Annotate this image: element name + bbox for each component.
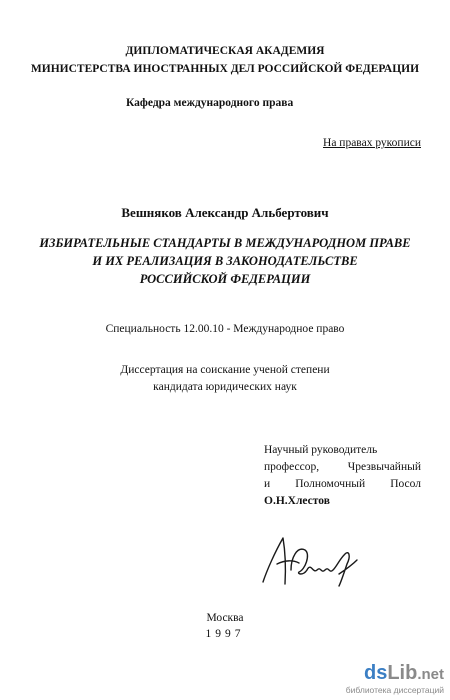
supervisor-label: Научный руководитель bbox=[264, 444, 378, 456]
watermark-brand bbox=[346, 663, 444, 685]
thesis-title-line-1: ИЗБИРАТЕЛЬНЫЕ СТАНДАРТЫ В МЕЖДУНАРОДНОМ ПРАВЕ bbox=[39, 236, 411, 250]
supervisor-word: Чрезвычайный bbox=[347, 461, 421, 473]
dslib-watermark-logo bbox=[346, 663, 444, 696]
department-name: Кафедра международного права bbox=[126, 97, 294, 109]
watermark-brand-net: .net bbox=[417, 666, 444, 683]
thesis-title-line-3: РОССИЙСКОЙ ФЕДЕРАЦИИ bbox=[139, 272, 311, 286]
organization-line-1: ДИПЛОМАТИЧЕСКАЯ АКАДЕМИЯ bbox=[125, 45, 325, 57]
organization-line-2: МИНИСТЕРСТВА ИНОСТРАННЫХ ДЕЛ РОССИЙСКОЙ ФЕДЕРАЦИИ bbox=[30, 63, 420, 75]
supervisor-rank-line bbox=[264, 478, 421, 490]
city: Москва bbox=[206, 612, 244, 624]
dissertation-degree-line-2: кандидата юридических наук bbox=[153, 381, 297, 393]
watermark-brand-lib: Lib bbox=[387, 662, 418, 684]
supervisor-word: Полномочный bbox=[295, 478, 366, 490]
specialty-line: Специальность 12.00.10 - Международное право bbox=[105, 323, 345, 335]
author-name: Вешняков Александр Альбертович bbox=[121, 205, 329, 220]
manuscript-rights-note: На правах рукописи bbox=[323, 137, 421, 149]
supervisor-name: О.Н.Хлестов bbox=[264, 495, 330, 507]
supervisor-word: и bbox=[264, 478, 271, 490]
thesis-title-line-2: И ИХ РЕАЛИЗАЦИЯ В ЗАКОНОДАТЕЛЬСТВЕ bbox=[92, 254, 358, 268]
dissertation-degree-line-1: Диссертация на соискание ученой степени bbox=[120, 364, 330, 376]
supervisor-word: профессор, bbox=[264, 461, 320, 473]
supervisor-title-line bbox=[264, 461, 421, 473]
watermark-subtitle: библиотека диссертаций bbox=[345, 685, 444, 695]
handwritten-signature bbox=[255, 530, 370, 590]
year: 1997 bbox=[205, 628, 245, 640]
watermark-brand-ds: ds bbox=[363, 662, 388, 684]
supervisor-word: Посол bbox=[390, 478, 421, 490]
